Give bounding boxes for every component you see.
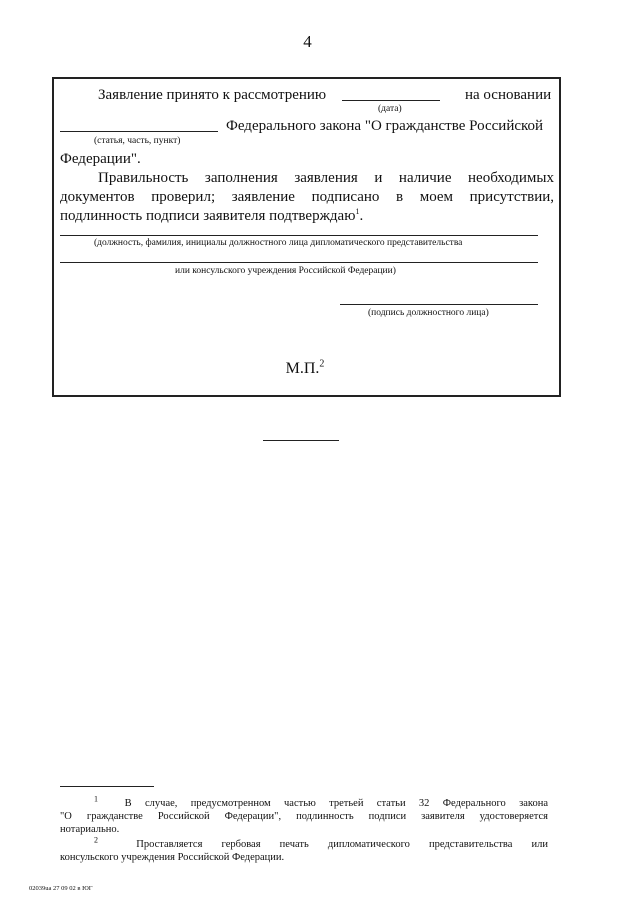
footnote-2-line-1 — [60, 835, 549, 851]
footnote-2 — [60, 835, 549, 864]
article-field-line[interactable] — [60, 131, 218, 132]
footnote-ref-1: 1 — [355, 207, 360, 216]
footnote-1-number: 1 — [94, 794, 98, 804]
on-basis-text: на основании — [465, 87, 552, 103]
consular-caption: или консульского учреждения Российской Федерации) — [175, 266, 396, 276]
footnote-1-line-3: нотариально. — [60, 824, 120, 835]
verification-line-2: документов проверил; заявление подписано в моем присутствии, — [60, 189, 554, 205]
date-caption: (дата) — [378, 104, 402, 114]
verification-line-3-text: подлинность подписи заявителя подтверждаю — [60, 208, 356, 224]
stamp-place — [0, 360, 610, 378]
document-code: 02039ua 27 09 02 в ЮГ — [29, 885, 93, 892]
verification-paragraph — [60, 169, 554, 226]
footnote-ref-2: 2 — [319, 358, 325, 370]
article-caption: (статья, часть, пункт) — [94, 136, 181, 146]
page-number: 4 — [303, 32, 312, 51]
verification-line-1: Правильность заполнения заявления и наличие необходимых — [98, 170, 554, 186]
consular-field-line[interactable] — [60, 262, 538, 263]
verification-line-3-end: . — [359, 208, 364, 224]
footnote-separator — [60, 786, 154, 787]
footnote-2-line-2: консульского учреждения Российской Федерации. — [60, 852, 285, 863]
stamp-text: М.П. — [285, 360, 320, 377]
date-field-line[interactable] — [342, 100, 440, 101]
footnote-2-line-1-text: Проставляется гербовая печать дипломатического представительства или — [136, 839, 549, 850]
position-caption: (должность, фамилия, инициалы должностного лица дипломатического представительства — [94, 238, 463, 248]
verification-line-3 — [60, 207, 554, 226]
position-field-line[interactable] — [60, 235, 538, 236]
federal-law-text: Федерального закона "О гражданстве Российской — [226, 118, 544, 134]
footnote-1-line-1 — [60, 794, 548, 810]
federation-text: Федерации". — [60, 151, 141, 167]
accepted-for-review-text: Заявление принято к рассмотрению — [98, 87, 327, 103]
end-separator — [263, 440, 339, 441]
footnote-1-line-1-text: В случае, предусмотренном частью третьей статьи 32 Федерального закона — [124, 798, 548, 809]
signature-caption: (подпись должностного лица) — [368, 308, 489, 318]
footnote-1 — [60, 794, 548, 836]
footnote-1-line-2: "О гражданстве Российской Федерации", подлинность подписи заявителя удостоверяется — [60, 811, 548, 822]
footnote-2-number: 2 — [94, 835, 98, 845]
signature-field-line[interactable] — [340, 304, 538, 305]
